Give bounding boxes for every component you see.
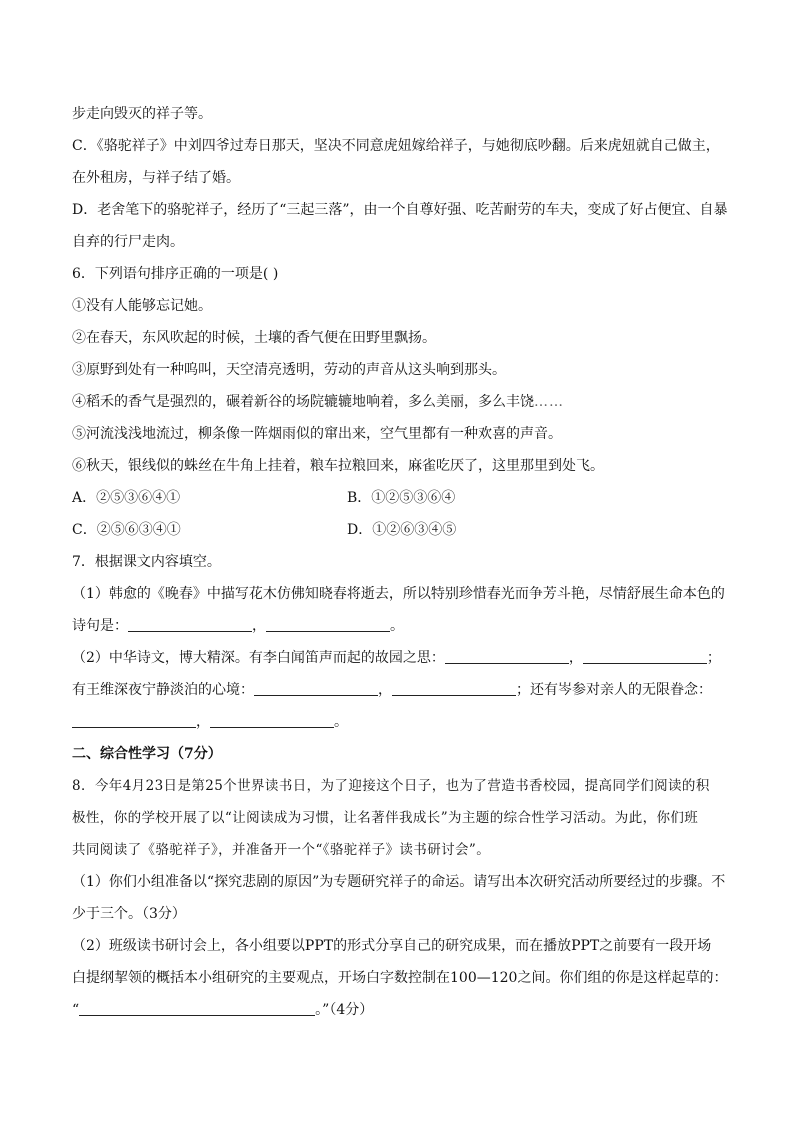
q8-line3: 共同阅读了《骆驼祥子》，并准备开一个“《骆驼祥子》读书研讨会”。: [72, 842, 491, 858]
open-quote: “: [72, 1002, 80, 1018]
q8-part2-line2: 白提纲挈领的概括本小组研究的主要观点，开场白字数控制在100—120之间。你们组的你是这样起草的：: [72, 970, 728, 986]
q6-sentence-4-ellipsis: ……: [534, 394, 564, 410]
q7-part2-line3: [72, 712, 722, 732]
semicolon: ；: [706, 650, 721, 666]
q8-part2-close: 。”（4分）: [315, 1002, 374, 1018]
q7-part1-line1: （1）韩愈的《晚春》中描写花木仿佛知晓春将逝去，所以特别珍惜春光而争芳斗艳，尽情舒展生命本色的: [72, 586, 725, 602]
q8-line2: 极性，你的学校开展了以“让阅读成为习惯，让名著伴我成长”为主题的综合性学习活动。为此，你们班: [72, 810, 699, 826]
comma: ，: [568, 650, 583, 666]
q7-part2-prefix: （2）中华诗文，博大精深。有李白闻笛声而起的故园之思：: [72, 650, 445, 666]
q7-part1-blank-1[interactable]: [128, 617, 252, 632]
q6-sentence-4-text: ④稻禾的香气是强烈的，碾着新谷的场院辘辘地响着，多么美丽，多么丰饶: [72, 394, 534, 410]
q7-part1-line2: [72, 616, 722, 636]
q7-part2-blank-1[interactable]: [445, 649, 569, 664]
q7-stem: 7．根据课文内容填空。: [72, 554, 221, 570]
comma: ，: [378, 682, 392, 698]
q8-opening-speech-blank[interactable]: [79, 1001, 315, 1016]
q7-part2-blank-3[interactable]: [254, 681, 378, 696]
q7-part2-blank-2[interactable]: [583, 649, 707, 664]
q7-part2-line2: [72, 680, 722, 700]
q6-sentence-5: ⑤河流浅浅地流过，柳条像一阵烟雨似的窜出来，空气里都有一种欢喜的声音。: [72, 426, 562, 442]
comma: ，: [252, 618, 266, 634]
q7-part1-prefix: 诗句是：: [72, 618, 128, 634]
q5-option-c-line1: C．《骆驼祥子》中刘四爷过寿日那天，坚决不同意虎妞嫁给祥子，与她彻底吵翻。后来虎妞就自己做主，: [72, 138, 720, 154]
q6-option-c[interactable]: C．②⑤⑥③④①: [72, 522, 181, 538]
section-heading: 二、综合性学习（7分）: [72, 746, 222, 762]
q7-part2-blank-6[interactable]: [210, 713, 334, 728]
q8-part1-line2: 少于三个。（3分）: [72, 906, 186, 922]
q5-option-d-line1: D．老舍笔下的骆驼祥子，经历了“三起三落”，由一个自尊好强、吃苦耐劳的车夫，变成了好占便宜、自暴: [72, 202, 728, 218]
q7-part2-line1: [72, 648, 722, 668]
q6-option-a[interactable]: A．②⑤③⑥④①: [72, 490, 181, 506]
q7-part2-blank-4[interactable]: [392, 681, 516, 696]
q8-part2-line3: [72, 1000, 722, 1020]
q6-option-d[interactable]: D．①②⑥③④⑤: [347, 522, 457, 538]
q6-sentence-3: ③原野到处有一种呜叫，天空清亮透明，劳动的声音从这头响到那头。: [72, 362, 506, 378]
comma: ，: [196, 714, 210, 730]
q5-tail-line: 步走向毁灭的祥子等。: [72, 106, 212, 122]
period: 。: [390, 618, 404, 634]
q7-part2-line2-prefix: 有王维深夜宁静淡泊的心境：: [72, 682, 254, 698]
q6-sentence-2: ②在春天，东风吹起的时候，土壤的香气便在田野里飘扬。: [72, 330, 436, 346]
q8-part1-line1: （1）你们小组准备以“探究悲剧的原因”为专题研究祥子的命运。请写出本次研究活动所要经过的步骤。不: [72, 874, 726, 890]
q6-option-b[interactable]: B．①②⑤③⑥④: [347, 490, 456, 506]
q7-part2-blank-5[interactable]: [72, 713, 196, 728]
q8-part2-line1: （2）班级读书研讨会上，各小组要以PPT的形式分享自己的研究成果，而在播放PPT之前要有一段开场: [72, 938, 712, 954]
q7-part2-line2-mid: ；还有岑参对亲人的无限眷念：: [516, 682, 712, 698]
period: 。: [334, 714, 348, 730]
q6-sentence-1: ①没有人能够忘记她。: [72, 298, 212, 314]
q6-sentence-6: ⑥秋天，银线似的蛛丝在牛角上挂着，粮车拉粮回来，麻雀吃厌了，这里那里到处飞。: [72, 458, 604, 474]
q6-sentence-4: [72, 392, 722, 412]
q5-option-d-line2: 自弃的行尸走肉。: [72, 234, 184, 250]
q7-part1-blank-2[interactable]: [266, 617, 390, 632]
q6-stem: 6．下列语句排序正确的一项是( ): [72, 266, 279, 282]
q8-line1: 8．今年4月23日是第25个世界读书日，为了迎接这个日子，也为了营造书香校园，提高同学们阅读的积: [72, 778, 710, 794]
q5-option-c-line2: 在外租房，与祥子结了婚。: [72, 170, 240, 186]
